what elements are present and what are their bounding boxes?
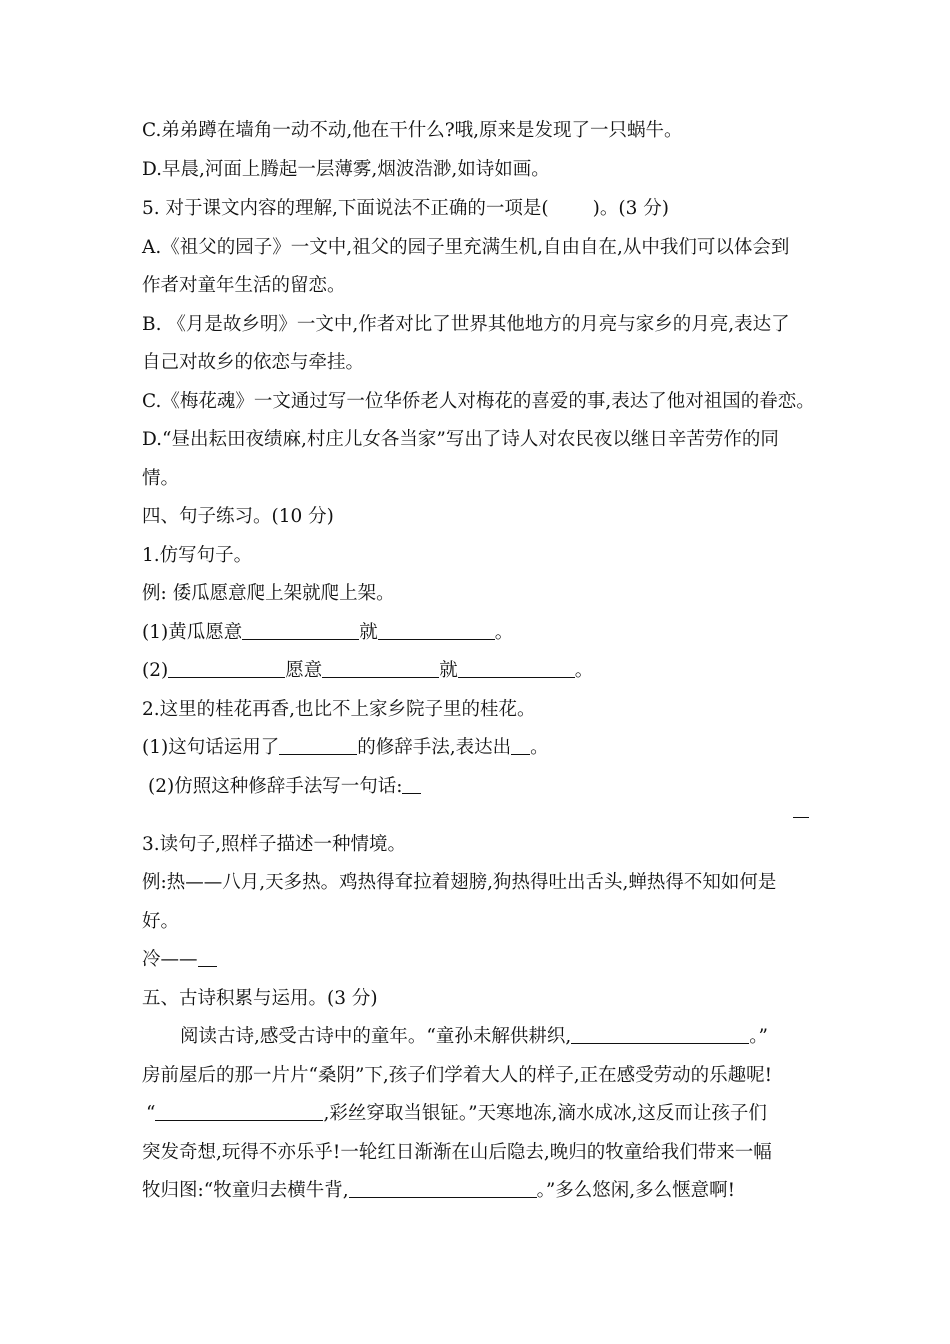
- s4-q2-title: 2.这里的桂花再香,也比不上家乡院子里的桂花。: [142, 699, 536, 720]
- answer-blank[interactable]: [378, 621, 495, 640]
- s5-line1-text: 阅读古诗,感受古诗中的童年。“童孙未解供耕织,: [180, 1026, 572, 1047]
- s5-para-line1: [180, 1024, 768, 1050]
- q5-stem: [142, 196, 669, 222]
- answer-blank[interactable]: [571, 1025, 749, 1044]
- s4-q2-item2-prefix: (2)仿照这种修辞手法写一句话:: [148, 776, 403, 797]
- section5-heading: 五、古诗积累与运用。(3 分): [142, 988, 378, 1009]
- q5-stem-text: 5. 对于课文内容的理解,下面说法不正确的一项是(: [142, 198, 549, 219]
- answer-blank-end[interactable]: [793, 817, 809, 818]
- s4-q1-item2: [142, 658, 593, 684]
- s4-q1-item1-mid: 就: [359, 622, 378, 643]
- s4-q1-item1: [142, 620, 513, 646]
- answer-blank[interactable]: [155, 1102, 323, 1121]
- s4-q3-example-line1: 例:热——八月,天多热。鸡热得耷拉着翅膀,狗热得吐出舌头,蝉热得不知如何是: [142, 872, 777, 893]
- answer-blank[interactable]: [511, 736, 530, 755]
- s5-para-line5: [142, 1178, 735, 1204]
- s5-line5-text: 牧归图:“牧童归去横牛背,: [142, 1180, 349, 1201]
- answer-blank[interactable]: [458, 659, 575, 678]
- s4-q2-item1: [142, 735, 549, 761]
- q5-option-c: C.《梅花魂》一文通过写一位华侨老人对梅花的喜爱的事,表达了他对祖国的眷恋。: [142, 391, 815, 412]
- s4-q3-example-line2: 好。: [142, 911, 180, 932]
- s5-line1-end: 。”: [749, 1026, 768, 1047]
- s4-q1-item1-prefix: (1)黄瓜愿意: [142, 622, 243, 643]
- s4-q1-item2-mid2: 就: [439, 660, 458, 681]
- q5-option-d-line2: 情。: [142, 468, 180, 489]
- q5-option-b-line2: 自己对故乡的依恋与牵挂。: [142, 352, 365, 373]
- s5-line3-text: ,彩丝穿取当银钲。”天寒地冻,滴水成冰,这反而让孩子们: [323, 1103, 767, 1124]
- answer-blank[interactable]: [242, 621, 359, 640]
- s4-q3-cold-prefix: 冷——: [142, 949, 198, 970]
- s4-q2-item2: [148, 774, 421, 800]
- s4-q3-cold: [142, 947, 217, 973]
- q5-option-d-line1: D.“昼出耘田夜绩麻,村庄儿女各当家”写出了诗人对农民夜以继日辛苦劳作的同: [142, 429, 779, 450]
- s5-para-line4: 突发奇想,玩得不亦乐乎!一轮红日渐渐在山后隐去,晚归的牧童给我们带来一幅: [142, 1142, 772, 1163]
- s4-q1-item2-mid1: 愿意: [285, 660, 323, 681]
- s5-line5-end: 。”多么悠闲,多么惬意啊!: [536, 1180, 736, 1201]
- q4-option-d: D.早晨,河面上腾起一层薄雾,烟波浩渺,如诗如画。: [142, 159, 550, 180]
- q5-stem-score: )。(3 分): [592, 198, 669, 219]
- q5-option-a-line1: A.《祖父的园子》一文中,祖父的园子里充满生机,自由自在,从中我们可以体会到: [142, 237, 790, 258]
- s4-q2-item1-prefix: (1)这句话运用了: [142, 737, 280, 758]
- q5-option-b-line1: B. 《月是故乡明》一文中,作者对比了世界其他地方的月亮与家乡的月亮,表达了: [142, 314, 790, 335]
- s5-line3-quote: “: [146, 1103, 156, 1124]
- s5-para-line3: [146, 1101, 767, 1127]
- answer-blank[interactable]: [198, 948, 217, 967]
- section4-heading: 四、句子练习。(10 分): [142, 506, 334, 527]
- answer-blank[interactable]: [402, 775, 421, 794]
- s4-q2-item1-end: 。: [530, 737, 549, 758]
- answer-blank[interactable]: [168, 659, 285, 678]
- s4-q1-item2-prefix: (2): [142, 660, 169, 681]
- s4-q1-item1-end: 。: [494, 622, 514, 643]
- q5-option-a-line2: 作者对童年生活的留恋。: [142, 275, 346, 296]
- s4-q3-title: 3.读句子,照样子描述一种情境。: [142, 834, 407, 855]
- s5-para-line2: 房前屋后的那一片片“桑阴”下,孩子们学着大人的样子,正在感受劳动的乐趣呢!: [142, 1065, 773, 1086]
- s4-q1-title: 1.仿写句子。: [142, 545, 253, 566]
- s4-q2-item1-mid: 的修辞手法,表达出: [357, 737, 512, 758]
- answer-blank[interactable]: [349, 1179, 537, 1198]
- q4-option-c: C.弟弟蹲在墙角一动不动,他在干什么?哦,原来是发现了一只蜗牛。: [142, 120, 683, 141]
- answer-blank[interactable]: [279, 736, 357, 755]
- s4-q1-item2-end: 。: [574, 660, 594, 681]
- s4-q1-example: 例: 倭瓜愿意爬上架就爬上架。: [142, 583, 395, 604]
- answer-blank[interactable]: [322, 659, 439, 678]
